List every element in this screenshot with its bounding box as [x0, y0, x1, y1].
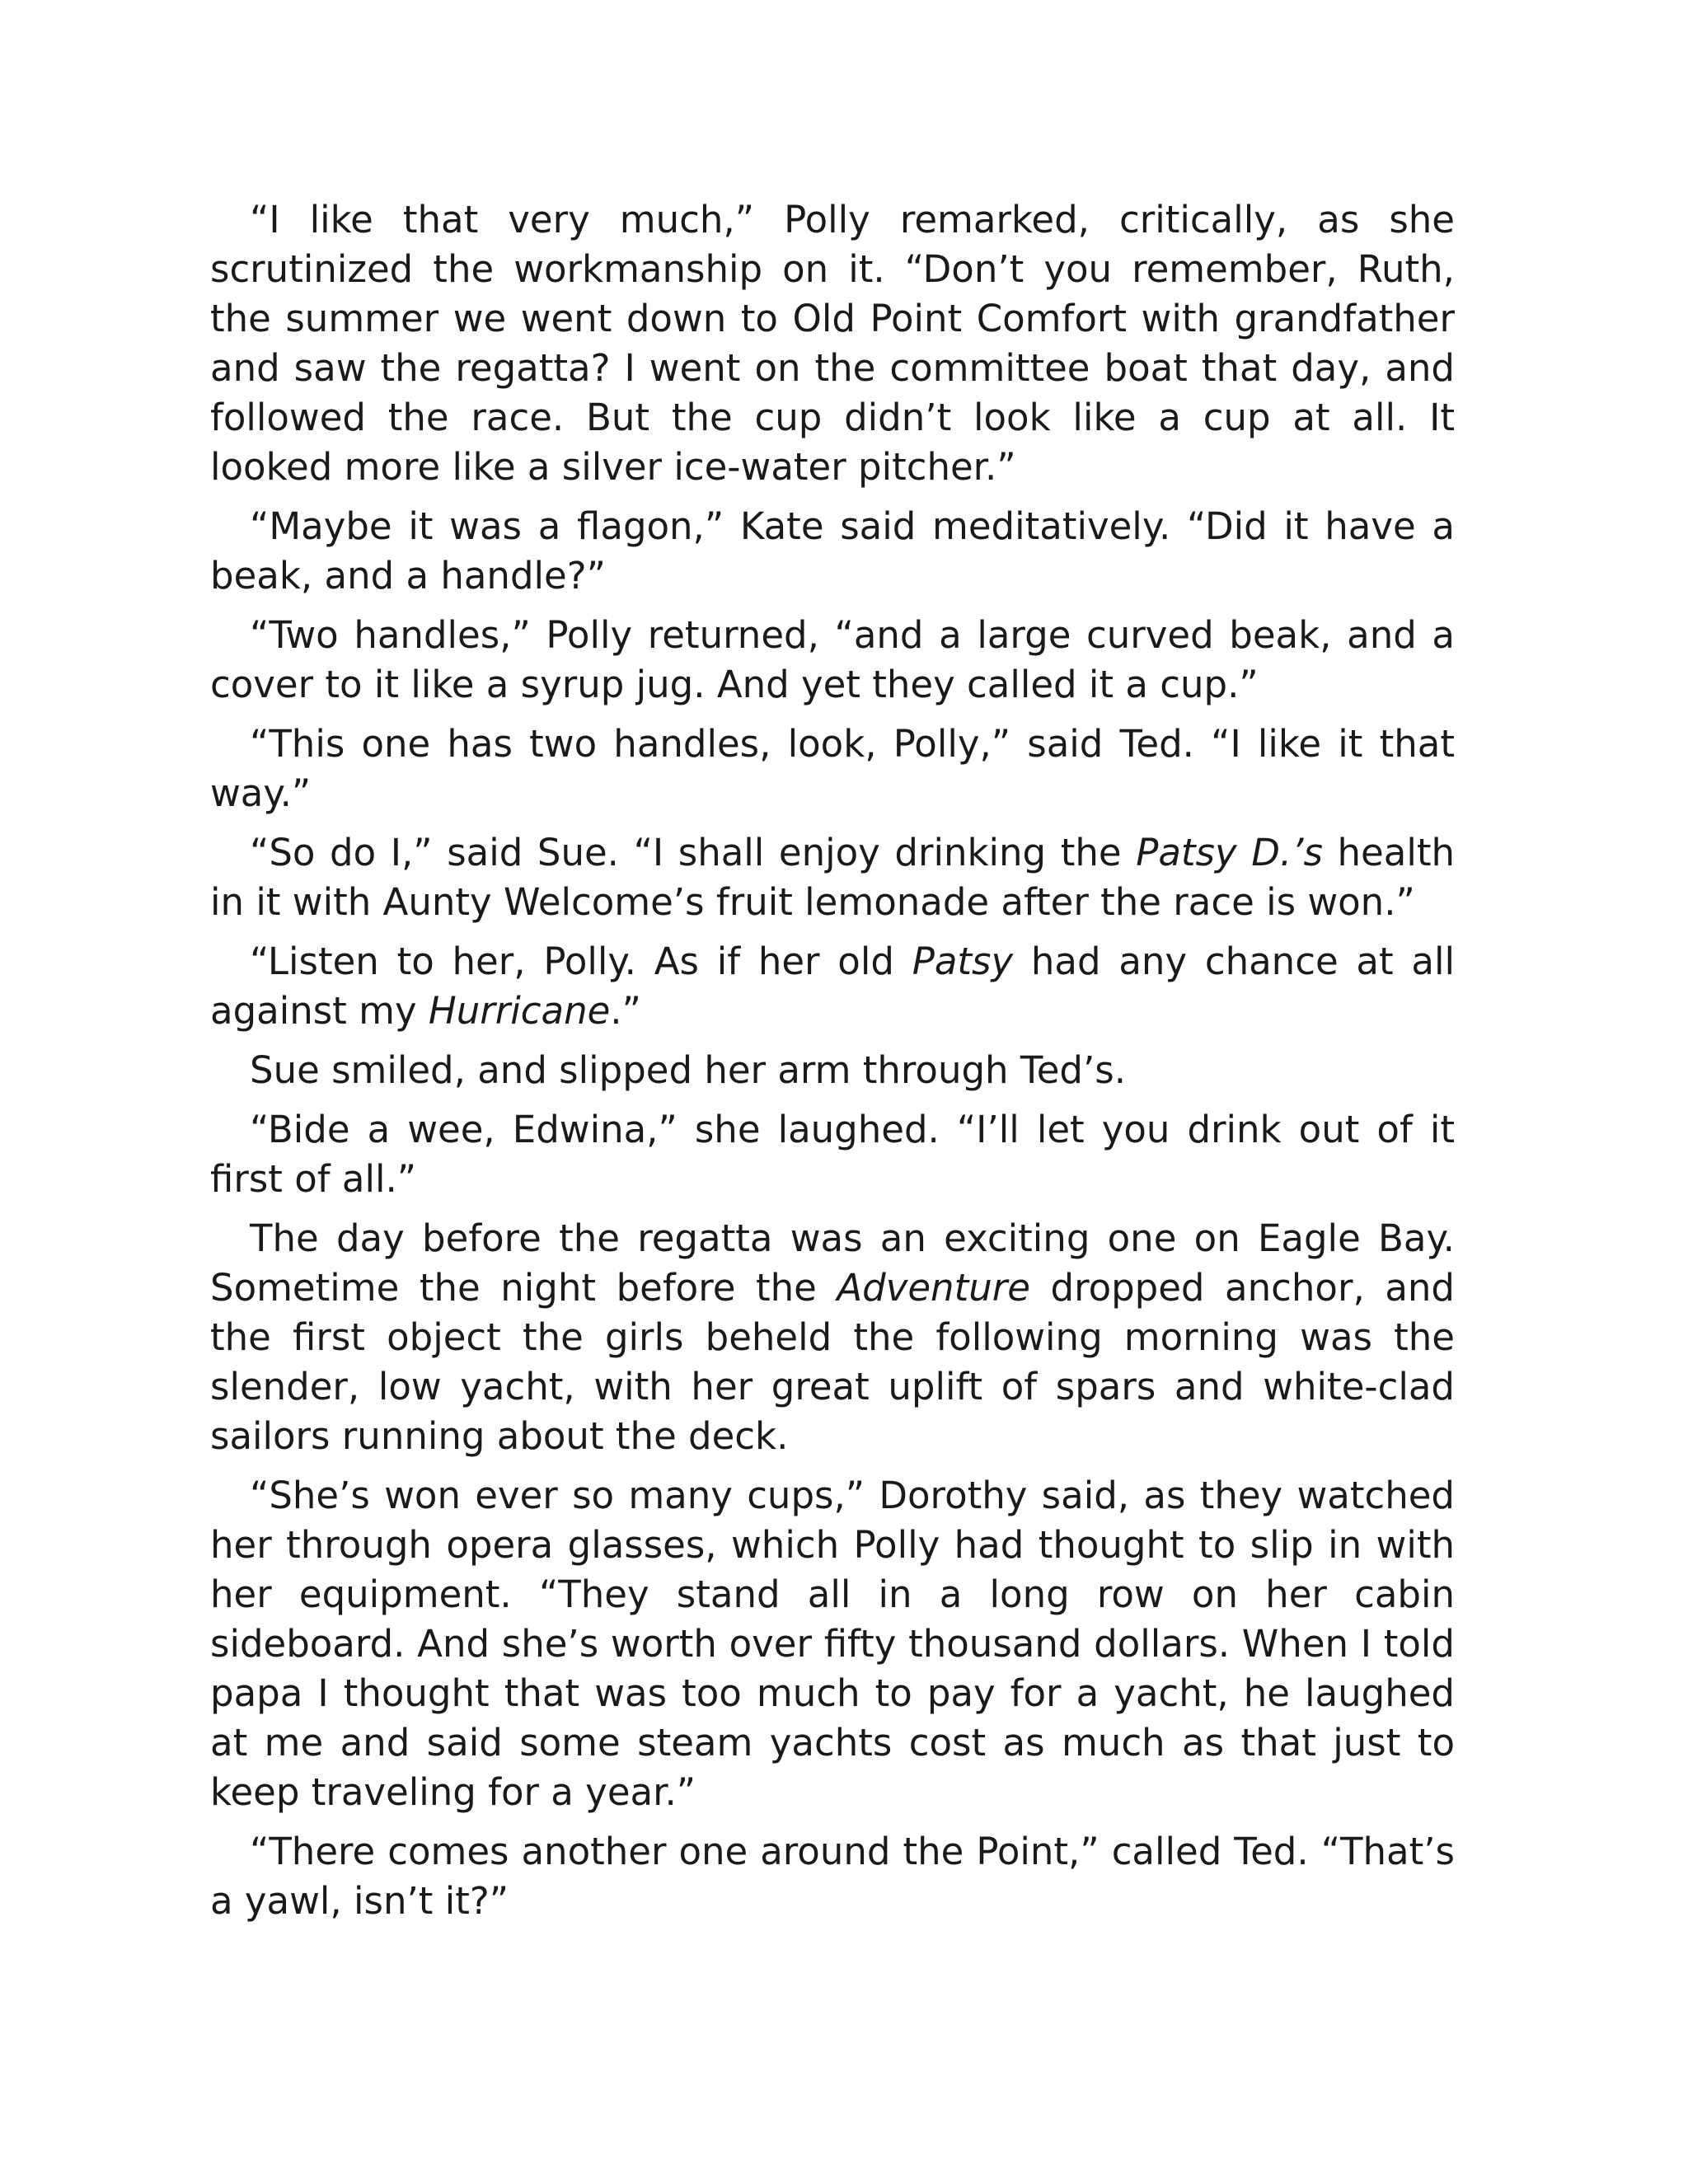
text-run: health in it with Aunty Welcome’s fruit lemonade after the race is won.”	[210, 831, 1455, 924]
paragraph	[210, 937, 1455, 1036]
italic-title: Patsy D.’s	[1136, 831, 1323, 874]
text-run: “Listen to her, Polly. As if her old	[250, 940, 912, 983]
paragraph	[210, 1105, 1455, 1204]
text-run: .”	[610, 989, 641, 1033]
text-run: “This one has two handles, look, Polly,” said Ted. “I like it that way.”	[210, 722, 1455, 815]
text-run: “Two handles,” Polly returned, “and a large curved beak, and a cover to it like a syrup jug. And yet they called it a cup.”	[210, 613, 1455, 706]
paragraph	[210, 195, 1455, 492]
paragraph	[210, 1827, 1455, 1926]
paragraph	[210, 611, 1455, 710]
italic-title: Adventure	[837, 1266, 1030, 1310]
text-run: “Maybe it was a flagon,” Kate said meditatively. “Did it have a beak, and a handle?”	[210, 504, 1455, 598]
text-run: “There comes another one around the Point,” called Ted. “That’s a yawl, isn’t it?”	[210, 1830, 1455, 1923]
text-run: “I like that very much,” Polly remarked, critically, as she scrutinized the workmanship on it. “Don’t you remember, Ruth, the summer we went down to Old Point Comfort with grandfather and saw the regatta? I went on the committee boat that day, and followed the race. But the cup didn’t look like a cup at all. It looked more like a silver ice-water pitcher.”	[210, 198, 1455, 489]
text-run: The day before the regatta was an exciting one on Eagle Bay. Sometime the night before the	[210, 1216, 1455, 1310]
text-run: Sue smiled, and slipped her arm through Ted’s.	[250, 1048, 1127, 1092]
text-run: dropped anchor, and the first object the girls beheld the following morning was the slender, low yacht, with her great uplift of spars and white-clad sailors running about the deck.	[210, 1266, 1455, 1458]
italic-title: Hurricane	[428, 989, 611, 1033]
page-text	[210, 195, 1455, 1936]
text-run: “She’s won ever so many cups,” Dorothy said, as they watched her through opera glasses, which Polly had thought to slip in with her equipment. “They stand all in a long row on her cabin sideboard. And she’s worth over fifty thousand dollars. When I told papa I thought that was too much to pay for a yacht, he laughed at me and said some steam yachts cost as much as that just to keep traveling for a year.”	[210, 1474, 1455, 1814]
text-run: “So do I,” said Sue. “I shall enjoy drinking the	[250, 831, 1137, 874]
paragraph	[210, 1046, 1455, 1095]
paragraph	[210, 502, 1455, 601]
paragraph	[210, 1214, 1455, 1461]
paragraph	[210, 828, 1455, 927]
text-run: “Bide a wee, Edwina,” she laughed. “I’ll let you drink out of it first of all.”	[210, 1108, 1455, 1201]
text-run: had any chance at all against my	[210, 940, 1455, 1033]
italic-title: Patsy	[912, 940, 1014, 983]
paragraph	[210, 1471, 1455, 1817]
paragraph	[210, 719, 1455, 818]
